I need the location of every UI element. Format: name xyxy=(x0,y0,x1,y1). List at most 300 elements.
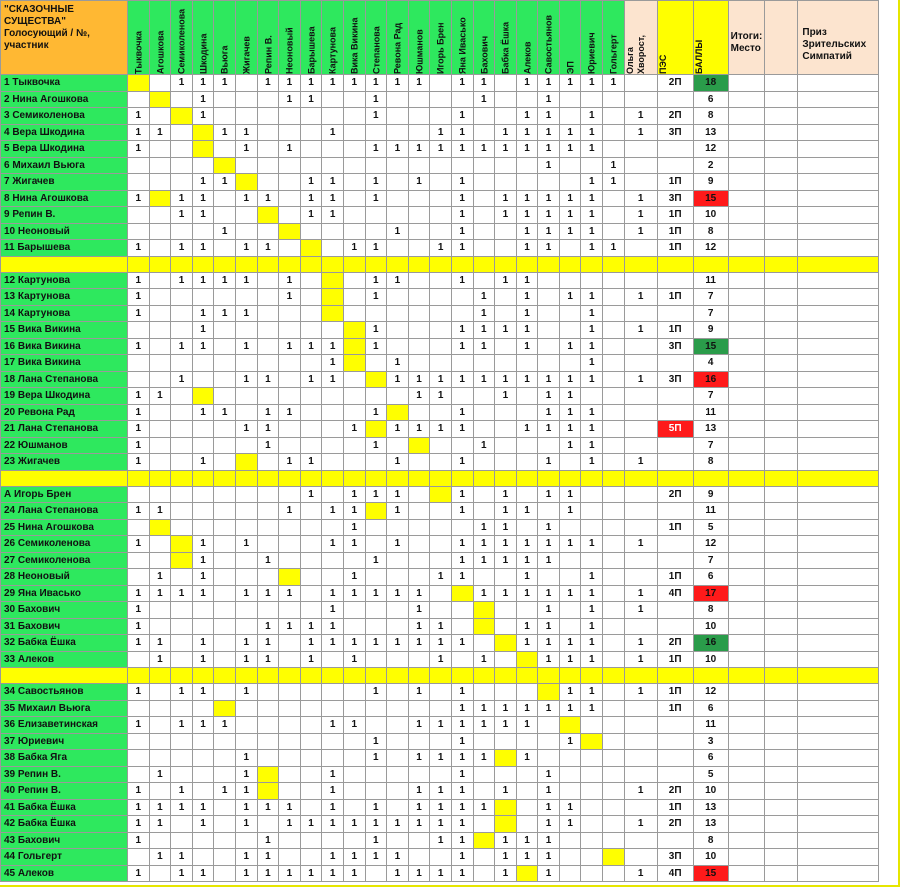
vote-cell[interactable]: 1 xyxy=(581,305,603,322)
vote-cell[interactable] xyxy=(473,174,495,191)
pes-cell[interactable] xyxy=(657,602,693,619)
vote-cell[interactable] xyxy=(214,338,236,355)
pes-cell[interactable] xyxy=(657,437,693,454)
vote-cell[interactable] xyxy=(149,454,171,471)
vote-cell[interactable]: 1 xyxy=(559,338,581,355)
vote-cell[interactable]: 1 xyxy=(538,108,560,125)
vote-cell[interactable]: 1 xyxy=(559,141,581,158)
vote-cell[interactable]: 1 xyxy=(128,421,150,438)
vote-cell[interactable] xyxy=(387,832,409,849)
vote-cell[interactable]: 1 xyxy=(300,454,322,471)
vote-cell[interactable] xyxy=(408,190,430,207)
self-vote-cell[interactable] xyxy=(581,733,603,750)
vote-cell[interactable] xyxy=(235,552,257,569)
result-cell[interactable] xyxy=(728,355,765,372)
vote-cell[interactable] xyxy=(322,240,344,257)
vote-cell[interactable] xyxy=(495,733,517,750)
audience-prize-cell[interactable] xyxy=(798,536,879,553)
result-cell[interactable] xyxy=(728,141,765,158)
vote-cell[interactable] xyxy=(343,190,365,207)
column-header-judge[interactable] xyxy=(300,1,322,75)
vote-cell[interactable] xyxy=(214,190,236,207)
vote-cell[interactable]: 1 xyxy=(538,635,560,652)
vote-cell[interactable] xyxy=(149,157,171,174)
vote-cell[interactable] xyxy=(603,338,625,355)
pes-cell[interactable]: 3П xyxy=(657,338,693,355)
vote-cell[interactable]: 1 xyxy=(279,799,301,816)
vote-cell[interactable] xyxy=(387,750,409,767)
vote-cell[interactable]: 1 xyxy=(214,305,236,322)
vote-cell[interactable] xyxy=(387,717,409,734)
vote-cell[interactable]: 1 xyxy=(257,651,279,668)
vote-cell[interactable] xyxy=(235,388,257,405)
vote-cell[interactable]: 1 xyxy=(538,124,560,141)
vote-cell[interactable] xyxy=(257,157,279,174)
vote-cell[interactable]: 1 xyxy=(235,338,257,355)
vote-cell[interactable] xyxy=(235,602,257,619)
audience-prize-cell[interactable] xyxy=(798,865,879,882)
vote-cell[interactable] xyxy=(235,503,257,520)
vote-cell[interactable] xyxy=(214,536,236,553)
vote-cell[interactable] xyxy=(322,750,344,767)
score-cell[interactable]: 3 xyxy=(693,733,728,750)
participant-name[interactable]: 37 Юриевич xyxy=(1,733,128,750)
vote-cell[interactable] xyxy=(192,503,214,520)
pes-cell[interactable]: 1П xyxy=(657,207,693,224)
vote-cell[interactable] xyxy=(214,602,236,619)
vote-cell[interactable] xyxy=(149,552,171,569)
vote-cell[interactable]: 1 xyxy=(559,733,581,750)
vote-cell[interactable] xyxy=(149,700,171,717)
vote-cell[interactable] xyxy=(387,338,409,355)
vote-cell[interactable]: 1 xyxy=(408,750,430,767)
vote-cell[interactable]: 1 xyxy=(365,289,387,306)
audience-prize-cell[interactable] xyxy=(798,585,879,602)
vote-cell[interactable]: 1 xyxy=(300,486,322,503)
participant-name[interactable]: 3 Семиколенова xyxy=(1,108,128,125)
vote-cell[interactable] xyxy=(257,91,279,108)
vote-cell[interactable]: 1 xyxy=(128,684,150,701)
guest-vote-cell[interactable] xyxy=(624,272,657,289)
vote-cell[interactable] xyxy=(257,289,279,306)
guest-vote-cell[interactable]: 1 xyxy=(624,371,657,388)
vote-cell[interactable]: 1 xyxy=(235,865,257,882)
vote-cell[interactable] xyxy=(171,700,193,717)
column-header-score[interactable] xyxy=(693,1,728,75)
vote-cell[interactable]: 1 xyxy=(257,832,279,849)
vote-cell[interactable] xyxy=(603,585,625,602)
vote-cell[interactable] xyxy=(171,91,193,108)
vote-cell[interactable]: 1 xyxy=(343,421,365,438)
self-vote-cell[interactable] xyxy=(603,849,625,866)
vote-cell[interactable] xyxy=(171,141,193,158)
vote-cell[interactable] xyxy=(603,750,625,767)
vote-cell[interactable]: 1 xyxy=(559,799,581,816)
vote-cell[interactable]: 1 xyxy=(581,174,603,191)
vote-cell[interactable] xyxy=(451,519,473,536)
vote-cell[interactable]: 1 xyxy=(451,108,473,125)
vote-cell[interactable]: 1 xyxy=(279,289,301,306)
vote-cell[interactable] xyxy=(322,454,344,471)
vote-cell[interactable] xyxy=(495,602,517,619)
vote-cell[interactable] xyxy=(300,388,322,405)
participant-name[interactable]: 31 Бахович xyxy=(1,618,128,635)
vote-cell[interactable] xyxy=(408,849,430,866)
vote-cell[interactable]: 1 xyxy=(538,602,560,619)
score-cell[interactable]: 12 xyxy=(693,240,728,257)
vote-cell[interactable] xyxy=(235,404,257,421)
participant-name[interactable]: 29 Яна Ивасько xyxy=(1,585,128,602)
self-vote-cell[interactable] xyxy=(343,338,365,355)
vote-cell[interactable] xyxy=(214,684,236,701)
guest-vote-cell[interactable] xyxy=(624,388,657,405)
vote-cell[interactable] xyxy=(128,355,150,372)
vote-cell[interactable] xyxy=(408,536,430,553)
result-cell[interactable] xyxy=(765,108,798,125)
vote-cell[interactable] xyxy=(279,783,301,800)
vote-cell[interactable]: 1 xyxy=(257,190,279,207)
vote-cell[interactable]: 1 xyxy=(451,717,473,734)
vote-cell[interactable] xyxy=(538,355,560,372)
vote-cell[interactable]: 1 xyxy=(192,569,214,586)
vote-cell[interactable] xyxy=(430,766,452,783)
vote-cell[interactable] xyxy=(365,388,387,405)
pes-cell[interactable] xyxy=(657,717,693,734)
pes-cell[interactable] xyxy=(657,388,693,405)
vote-cell[interactable] xyxy=(257,454,279,471)
result-cell[interactable] xyxy=(728,338,765,355)
vote-cell[interactable] xyxy=(451,355,473,372)
vote-cell[interactable]: 1 xyxy=(365,849,387,866)
vote-cell[interactable] xyxy=(279,552,301,569)
guest-vote-cell[interactable]: 1 xyxy=(624,190,657,207)
vote-cell[interactable] xyxy=(128,700,150,717)
vote-cell[interactable] xyxy=(322,108,344,125)
participant-name[interactable]: 41 Бабка Ёшка xyxy=(1,799,128,816)
result-cell[interactable] xyxy=(765,684,798,701)
vote-cell[interactable] xyxy=(451,618,473,635)
vote-cell[interactable] xyxy=(538,338,560,355)
vote-cell[interactable]: 1 xyxy=(495,700,517,717)
vote-cell[interactable] xyxy=(279,750,301,767)
vote-cell[interactable] xyxy=(430,355,452,372)
vote-cell[interactable] xyxy=(257,569,279,586)
vote-cell[interactable] xyxy=(343,108,365,125)
vote-cell[interactable]: 1 xyxy=(365,552,387,569)
vote-cell[interactable] xyxy=(365,602,387,619)
vote-cell[interactable] xyxy=(149,486,171,503)
vote-cell[interactable]: 1 xyxy=(451,536,473,553)
pes-cell[interactable] xyxy=(657,536,693,553)
vote-cell[interactable]: 1 xyxy=(387,635,409,652)
vote-cell[interactable] xyxy=(149,371,171,388)
vote-cell[interactable] xyxy=(171,223,193,240)
vote-cell[interactable] xyxy=(603,700,625,717)
vote-cell[interactable]: 1 xyxy=(387,865,409,882)
column-header-judge[interactable] xyxy=(516,1,538,75)
vote-cell[interactable]: 1 xyxy=(365,141,387,158)
vote-cell[interactable] xyxy=(387,91,409,108)
vote-cell[interactable]: 1 xyxy=(495,717,517,734)
vote-cell[interactable] xyxy=(408,355,430,372)
vote-cell[interactable] xyxy=(343,437,365,454)
vote-cell[interactable] xyxy=(214,240,236,257)
vote-cell[interactable] xyxy=(538,174,560,191)
vote-cell[interactable] xyxy=(408,124,430,141)
vote-cell[interactable] xyxy=(279,322,301,339)
vote-cell[interactable] xyxy=(430,75,452,92)
vote-cell[interactable]: 1 xyxy=(171,371,193,388)
vote-cell[interactable]: 1 xyxy=(235,371,257,388)
vote-cell[interactable] xyxy=(603,519,625,536)
vote-cell[interactable] xyxy=(495,437,517,454)
vote-cell[interactable] xyxy=(495,421,517,438)
audience-prize-cell[interactable] xyxy=(798,635,879,652)
vote-cell[interactable] xyxy=(430,503,452,520)
vote-cell[interactable] xyxy=(430,437,452,454)
vote-cell[interactable] xyxy=(235,700,257,717)
vote-cell[interactable] xyxy=(343,404,365,421)
result-cell[interactable] xyxy=(765,783,798,800)
vote-cell[interactable] xyxy=(257,684,279,701)
vote-cell[interactable]: 1 xyxy=(235,849,257,866)
vote-cell[interactable]: 1 xyxy=(128,799,150,816)
vote-cell[interactable] xyxy=(603,635,625,652)
vote-cell[interactable] xyxy=(495,240,517,257)
vote-cell[interactable] xyxy=(516,519,538,536)
vote-cell[interactable]: 1 xyxy=(128,816,150,833)
vote-cell[interactable] xyxy=(300,355,322,372)
vote-cell[interactable] xyxy=(343,207,365,224)
vote-cell[interactable] xyxy=(559,849,581,866)
vote-cell[interactable]: 1 xyxy=(171,338,193,355)
result-cell[interactable] xyxy=(728,717,765,734)
vote-cell[interactable] xyxy=(279,388,301,405)
vote-cell[interactable] xyxy=(279,832,301,849)
score-cell[interactable]: 15 xyxy=(693,190,728,207)
vote-cell[interactable] xyxy=(581,832,603,849)
result-cell[interactable] xyxy=(728,865,765,882)
vote-cell[interactable]: 1 xyxy=(516,503,538,520)
score-cell[interactable]: 12 xyxy=(693,684,728,701)
vote-cell[interactable] xyxy=(603,602,625,619)
score-cell[interactable]: 5 xyxy=(693,519,728,536)
vote-cell[interactable] xyxy=(300,289,322,306)
vote-cell[interactable]: 1 xyxy=(559,486,581,503)
guest-vote-cell[interactable] xyxy=(624,355,657,372)
vote-cell[interactable] xyxy=(279,717,301,734)
vote-cell[interactable] xyxy=(192,700,214,717)
vote-cell[interactable]: 1 xyxy=(516,849,538,866)
vote-cell[interactable]: 1 xyxy=(343,536,365,553)
vote-cell[interactable] xyxy=(451,602,473,619)
vote-cell[interactable]: 1 xyxy=(516,322,538,339)
vote-cell[interactable]: 1 xyxy=(581,355,603,372)
participant-name[interactable]: 39 Репин В. xyxy=(1,766,128,783)
vote-cell[interactable] xyxy=(128,766,150,783)
vote-cell[interactable]: 1 xyxy=(473,305,495,322)
vote-cell[interactable]: 1 xyxy=(322,602,344,619)
audience-prize-cell[interactable] xyxy=(798,421,879,438)
vote-cell[interactable]: 1 xyxy=(171,783,193,800)
vote-cell[interactable]: 1 xyxy=(300,91,322,108)
vote-cell[interactable]: 1 xyxy=(495,552,517,569)
vote-cell[interactable] xyxy=(603,733,625,750)
vote-cell[interactable]: 1 xyxy=(365,437,387,454)
score-cell[interactable]: 9 xyxy=(693,486,728,503)
vote-cell[interactable] xyxy=(214,552,236,569)
vote-cell[interactable]: 1 xyxy=(322,865,344,882)
audience-prize-cell[interactable] xyxy=(798,503,879,520)
vote-cell[interactable] xyxy=(214,832,236,849)
vote-cell[interactable] xyxy=(343,783,365,800)
vote-cell[interactable] xyxy=(559,569,581,586)
vote-cell[interactable]: 1 xyxy=(603,174,625,191)
vote-cell[interactable]: 1 xyxy=(322,207,344,224)
vote-cell[interactable] xyxy=(387,289,409,306)
vote-cell[interactable]: 1 xyxy=(516,832,538,849)
vote-cell[interactable]: 1 xyxy=(192,684,214,701)
vote-cell[interactable] xyxy=(473,108,495,125)
vote-cell[interactable] xyxy=(408,223,430,240)
vote-cell[interactable] xyxy=(343,832,365,849)
vote-cell[interactable]: 1 xyxy=(128,338,150,355)
vote-cell[interactable] xyxy=(408,404,430,421)
vote-cell[interactable] xyxy=(149,733,171,750)
vote-cell[interactable]: 1 xyxy=(516,305,538,322)
vote-cell[interactable]: 1 xyxy=(581,75,603,92)
vote-cell[interactable] xyxy=(257,223,279,240)
score-cell[interactable]: 7 xyxy=(693,289,728,306)
vote-cell[interactable]: 1 xyxy=(192,207,214,224)
result-cell[interactable] xyxy=(728,404,765,421)
vote-cell[interactable] xyxy=(214,865,236,882)
vote-cell[interactable]: 1 xyxy=(430,635,452,652)
vote-cell[interactable] xyxy=(214,108,236,125)
participant-name[interactable]: 22 Юшманов xyxy=(1,437,128,454)
vote-cell[interactable] xyxy=(430,108,452,125)
column-header-judge[interactable] xyxy=(128,1,150,75)
vote-cell[interactable] xyxy=(365,124,387,141)
vote-cell[interactable] xyxy=(149,832,171,849)
pes-cell[interactable] xyxy=(657,355,693,372)
vote-cell[interactable] xyxy=(603,766,625,783)
pes-cell[interactable] xyxy=(657,91,693,108)
vote-cell[interactable]: 1 xyxy=(516,717,538,734)
vote-cell[interactable] xyxy=(279,536,301,553)
vote-cell[interactable]: 1 xyxy=(495,207,517,224)
vote-cell[interactable] xyxy=(516,388,538,405)
vote-cell[interactable] xyxy=(300,750,322,767)
vote-cell[interactable]: 1 xyxy=(430,651,452,668)
vote-cell[interactable]: 1 xyxy=(538,552,560,569)
vote-cell[interactable]: 1 xyxy=(516,635,538,652)
guest-vote-cell[interactable]: 1 xyxy=(624,207,657,224)
vote-cell[interactable] xyxy=(214,766,236,783)
column-header-judge[interactable] xyxy=(581,1,603,75)
result-cell[interactable] xyxy=(765,766,798,783)
pes-cell[interactable]: 1П xyxy=(657,240,693,257)
result-cell[interactable] xyxy=(765,832,798,849)
vote-cell[interactable]: 1 xyxy=(451,552,473,569)
vote-cell[interactable] xyxy=(149,322,171,339)
vote-cell[interactable] xyxy=(603,865,625,882)
vote-cell[interactable] xyxy=(538,305,560,322)
vote-cell[interactable] xyxy=(171,618,193,635)
vote-cell[interactable]: 1 xyxy=(300,635,322,652)
self-vote-cell[interactable] xyxy=(214,157,236,174)
vote-cell[interactable]: 1 xyxy=(408,602,430,619)
vote-cell[interactable]: 1 xyxy=(473,552,495,569)
vote-cell[interactable] xyxy=(149,437,171,454)
vote-cell[interactable] xyxy=(149,338,171,355)
vote-cell[interactable]: 1 xyxy=(149,124,171,141)
vote-cell[interactable]: 1 xyxy=(387,503,409,520)
vote-cell[interactable]: 1 xyxy=(538,865,560,882)
vote-cell[interactable]: 1 xyxy=(192,635,214,652)
result-cell[interactable] xyxy=(728,371,765,388)
vote-cell[interactable] xyxy=(343,684,365,701)
vote-cell[interactable] xyxy=(365,157,387,174)
vote-cell[interactable]: 1 xyxy=(322,371,344,388)
vote-cell[interactable] xyxy=(343,552,365,569)
vote-cell[interactable] xyxy=(257,486,279,503)
vote-cell[interactable]: 1 xyxy=(451,75,473,92)
vote-cell[interactable]: 1 xyxy=(365,733,387,750)
score-cell[interactable]: 10 xyxy=(693,849,728,866)
result-cell[interactable] xyxy=(728,437,765,454)
vote-cell[interactable]: 1 xyxy=(128,305,150,322)
vote-cell[interactable] xyxy=(192,223,214,240)
vote-cell[interactable] xyxy=(603,816,625,833)
vote-cell[interactable]: 1 xyxy=(495,486,517,503)
score-cell[interactable]: 10 xyxy=(693,783,728,800)
vote-cell[interactable] xyxy=(603,108,625,125)
column-header-judge[interactable] xyxy=(495,1,517,75)
column-header-results[interactable] xyxy=(728,1,765,75)
corner-title[interactable] xyxy=(1,1,128,75)
score-cell[interactable]: 8 xyxy=(693,454,728,471)
vote-cell[interactable]: 1 xyxy=(149,816,171,833)
vote-cell[interactable] xyxy=(343,157,365,174)
participant-name[interactable]: 13 Картунова xyxy=(1,289,128,306)
guest-vote-cell[interactable] xyxy=(624,174,657,191)
vote-cell[interactable]: 1 xyxy=(235,783,257,800)
vote-cell[interactable] xyxy=(149,272,171,289)
vote-cell[interactable] xyxy=(387,157,409,174)
column-header-judge[interactable] xyxy=(538,1,560,75)
vote-cell[interactable]: 1 xyxy=(473,91,495,108)
vote-cell[interactable] xyxy=(322,684,344,701)
vote-cell[interactable] xyxy=(322,569,344,586)
vote-cell[interactable] xyxy=(300,404,322,421)
participant-name[interactable]: 20 Ревона Рад xyxy=(1,404,128,421)
participant-name[interactable]: 40 Репин В. xyxy=(1,783,128,800)
vote-cell[interactable]: 1 xyxy=(235,272,257,289)
vote-cell[interactable] xyxy=(214,355,236,372)
vote-cell[interactable]: 1 xyxy=(214,223,236,240)
vote-cell[interactable] xyxy=(149,355,171,372)
column-header-judge[interactable] xyxy=(343,1,365,75)
vote-cell[interactable] xyxy=(214,635,236,652)
vote-cell[interactable] xyxy=(300,437,322,454)
vote-cell[interactable] xyxy=(322,421,344,438)
vote-cell[interactable] xyxy=(149,174,171,191)
vote-cell[interactable] xyxy=(559,618,581,635)
audience-prize-cell[interactable] xyxy=(798,816,879,833)
score-cell[interactable]: 11 xyxy=(693,717,728,734)
vote-cell[interactable]: 1 xyxy=(257,75,279,92)
